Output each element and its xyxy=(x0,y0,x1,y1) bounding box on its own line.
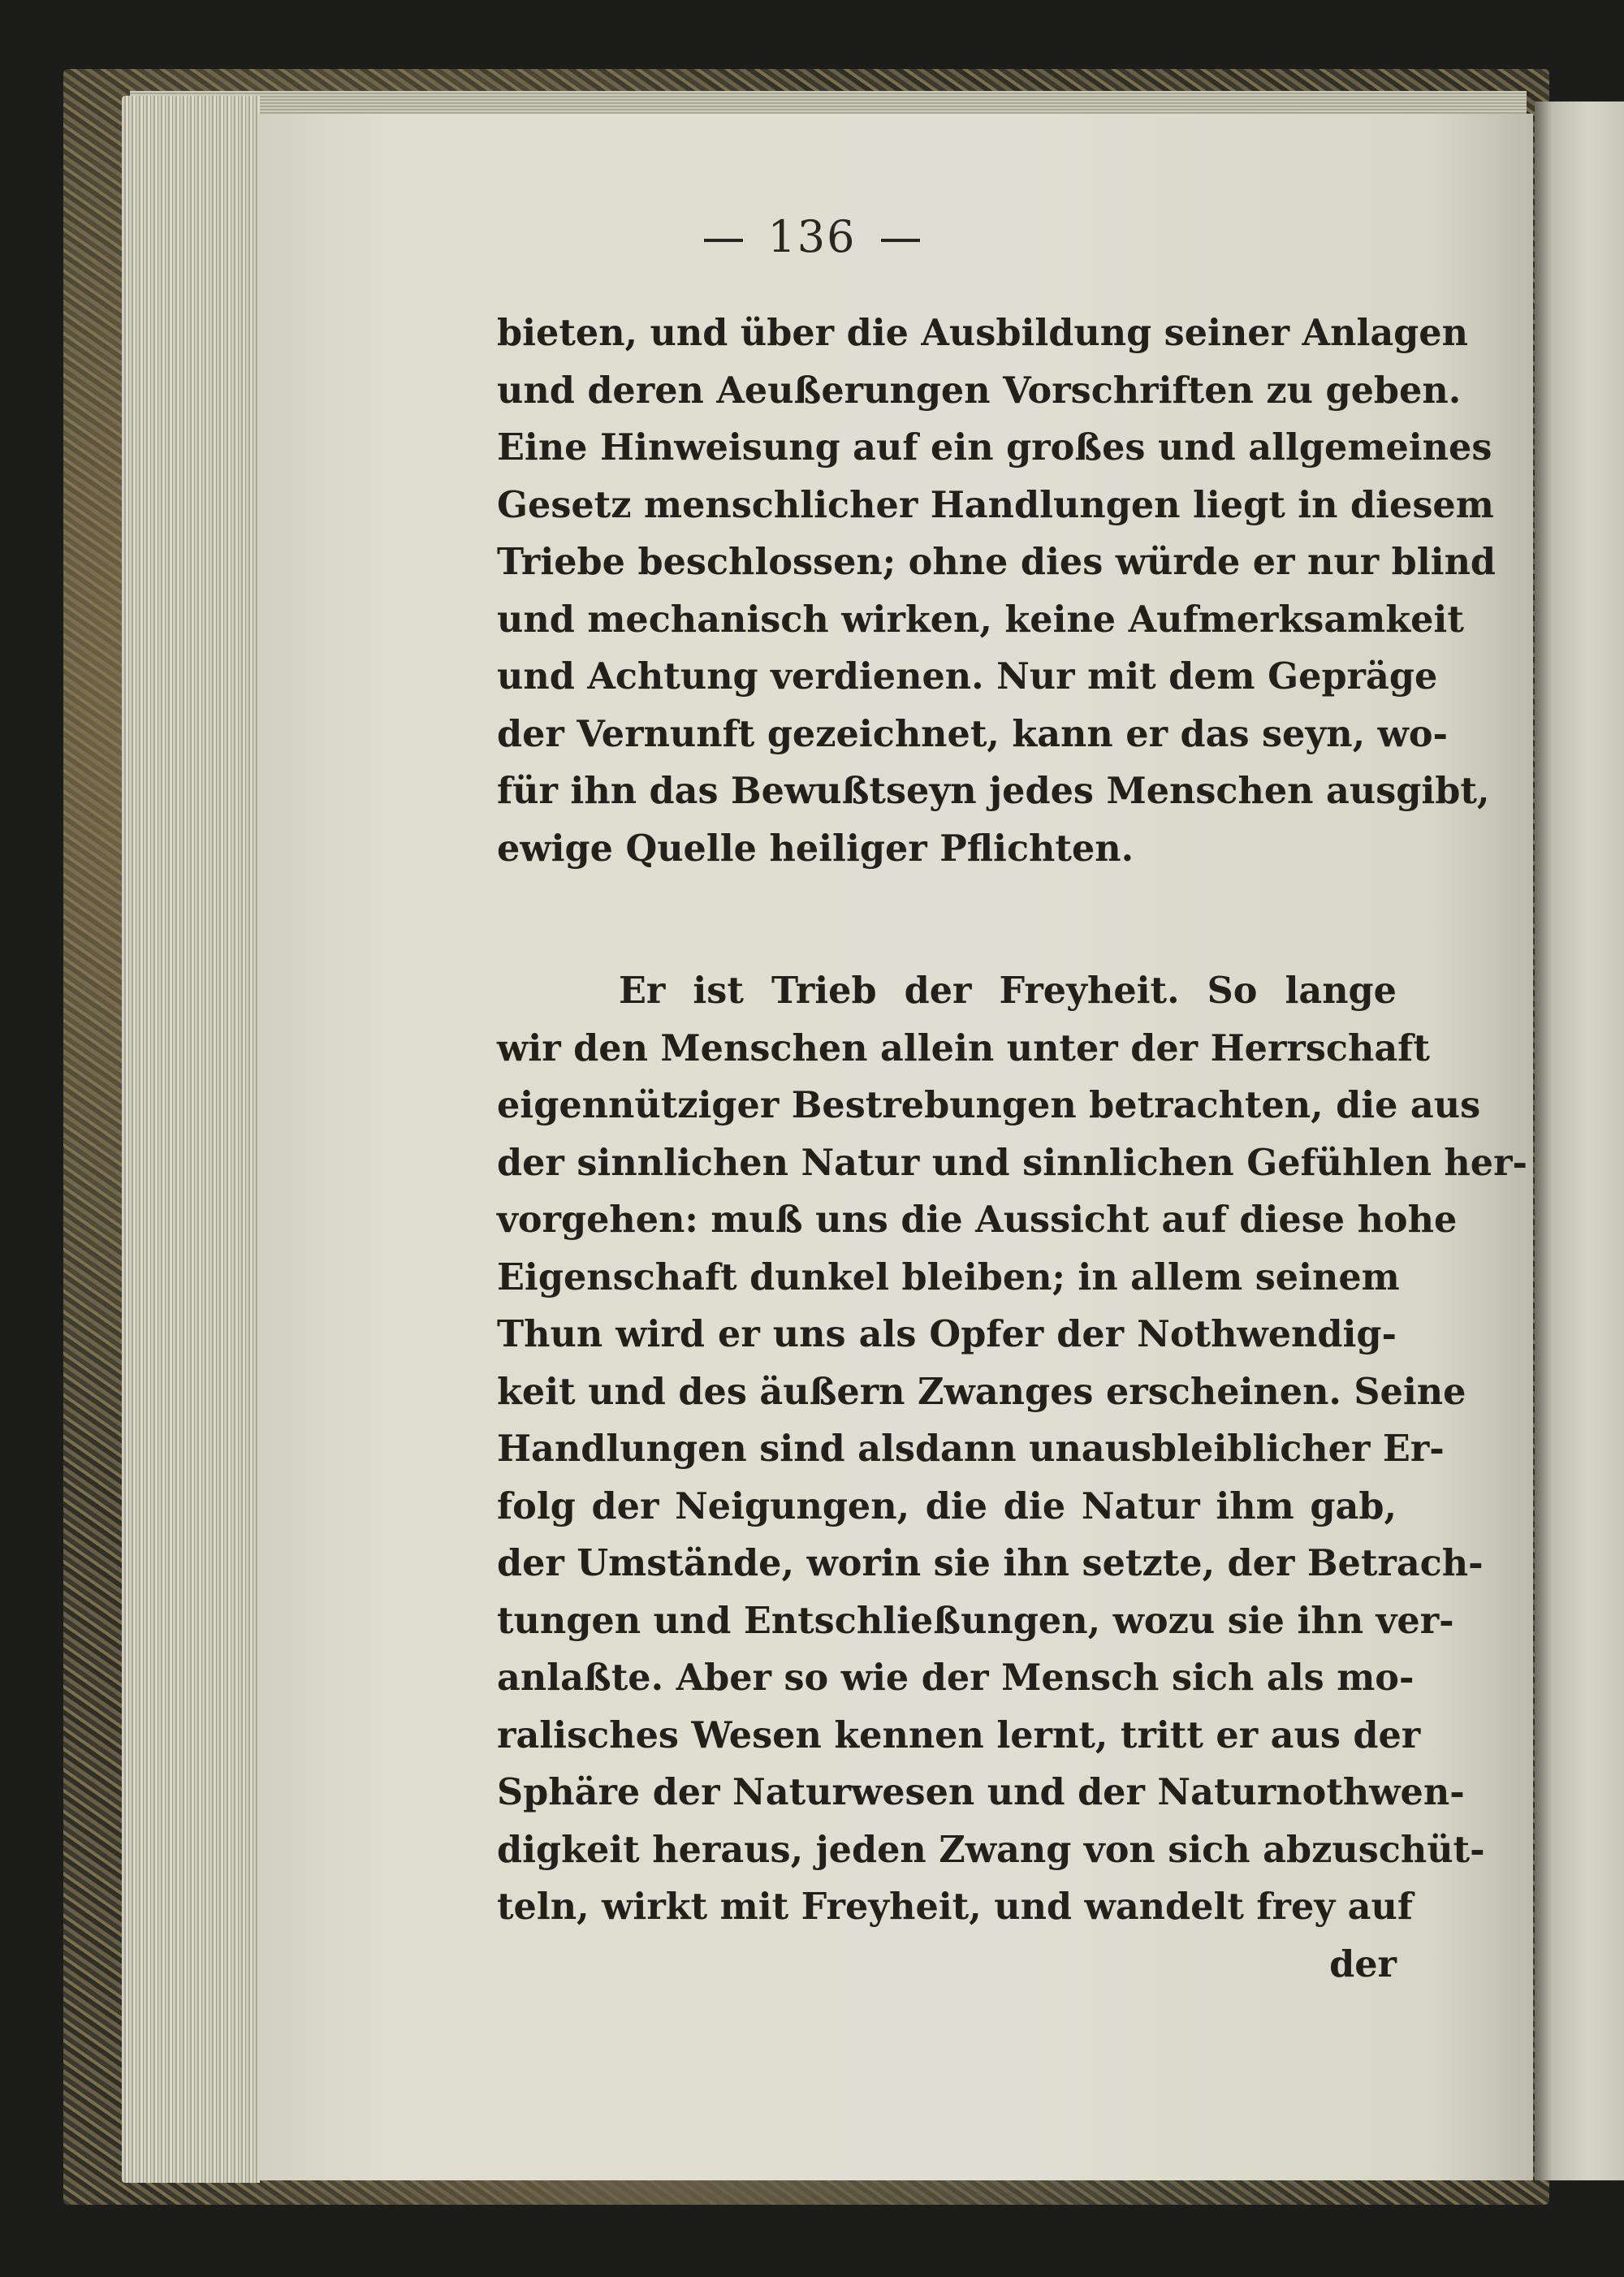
text-line: digkeit heraus, jeden Zwang von sich abzuschüt- xyxy=(497,1828,1485,1871)
paragraph-gap xyxy=(497,877,1397,962)
text-line: der Umstände, worin sie ihn setzte, der Betrach- xyxy=(497,1542,1484,1584)
text-line: der Vernunft gezeichnet, kann er das seyn, wo- xyxy=(497,712,1449,755)
catchword: der xyxy=(1329,1942,1397,1985)
text-line: Handlungen sind alsdann unausbleiblicher Er- xyxy=(497,1428,1445,1470)
page-number-dash-left xyxy=(704,239,743,242)
text-line: keit und des äußern Zwanges erscheinen. Seine xyxy=(497,1370,1466,1413)
text-line: tungen und Entschließungen, wozu sie ihn ver- xyxy=(497,1599,1454,1642)
text-line: und mechanisch wirken, keine Aufmerksamkeit xyxy=(497,598,1464,641)
paragraph-2 xyxy=(497,962,1528,1993)
page-number-value: 136 xyxy=(767,211,857,262)
page-block-side-edge xyxy=(122,96,260,2183)
text-line: anlaßte. Aber so wie der Mensch sich als mo- xyxy=(497,1657,1415,1699)
page-block-top-edge xyxy=(130,91,1527,115)
text-line: Gesetz menschlicher Handlungen liegt in diesem xyxy=(497,483,1494,526)
text-line: Er ist Trieb der Freyheit. So lange xyxy=(619,970,1397,1012)
text-line: Triebe beschlossen; ohne dies würde er nur blind xyxy=(497,541,1497,583)
body-text xyxy=(497,305,1528,1993)
text-line: wir den Menschen allein unter der Herrschaft xyxy=(497,1026,1430,1069)
text-line: folg der Neigungen, die die Natur ihm gab, xyxy=(497,1484,1397,1527)
text-line: Sphäre der Naturwesen und der Naturnothwen- xyxy=(497,1771,1465,1813)
text-line: Eigenschaft dunkel bleiben; in allem seinem xyxy=(497,1255,1400,1298)
text-line: teln, wirkt mit Freyheit, und wandelt frey auf xyxy=(497,1886,1413,1928)
text-line: vorgehen: muß uns die Aussicht auf diese hohe xyxy=(497,1199,1458,1241)
page-number xyxy=(0,211,1624,262)
page-number-dash-right xyxy=(881,239,920,242)
facing-page-edge xyxy=(1535,102,1624,2180)
text-line: ewige Quelle heiliger Pflichten. xyxy=(497,827,1134,870)
paragraph-1 xyxy=(497,305,1497,877)
text-line: Thun wird er uns als Opfer der Nothwendig- xyxy=(497,1313,1397,1355)
text-line: ralisches Wesen kennen lernt, tritt er aus der xyxy=(497,1713,1421,1756)
text-line: der sinnlichen Natur und sinnlichen Gefühlen her- xyxy=(497,1141,1528,1184)
text-line: Eine Hinweisung auf ein großes und allgemeines xyxy=(497,426,1492,469)
text-line: und Achtung verdienen. Nur mit dem Gepräge xyxy=(497,655,1438,698)
text-line: eigennütziger Bestrebungen betrachten, die aus xyxy=(497,1084,1481,1126)
text-line: bieten, und über die Ausbildung seiner Anlagen xyxy=(497,312,1468,354)
text-line: und deren Aeußerungen Vorschriften zu geben. xyxy=(497,369,1462,412)
text-line: für ihn das Bewußtseyn jedes Menschen ausgibt, xyxy=(497,770,1490,812)
